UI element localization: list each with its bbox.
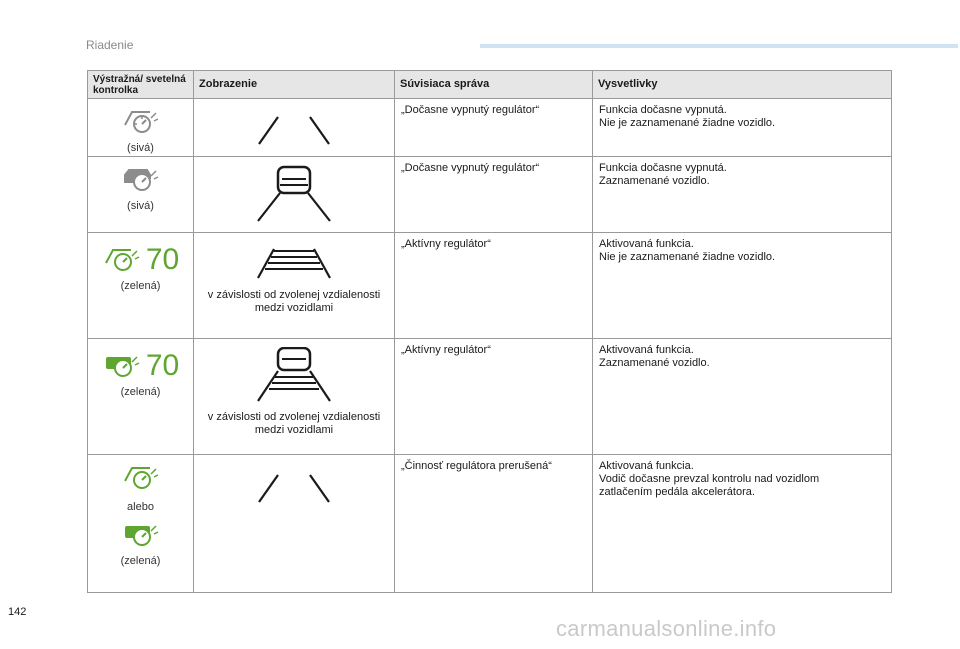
- table-row: [88, 455, 892, 593]
- table-row: [88, 339, 892, 455]
- lamp-color-label: (zelená): [120, 386, 161, 398]
- lamp-cell: [88, 455, 194, 593]
- column-header-lamp: Výstražná/ svetelná kontrolka: [88, 71, 194, 99]
- lamp-alternative-label: alebo: [127, 501, 154, 513]
- lamp-cell: [88, 157, 194, 233]
- lane-lines-distance-bars-icon: [244, 241, 344, 281]
- lamp-cell: [88, 339, 194, 455]
- table-row: [88, 233, 892, 339]
- table-row: [88, 157, 892, 233]
- lamp-cell: [88, 233, 194, 339]
- column-header-message: Súvisiaca správa: [395, 71, 593, 99]
- explanation-cell: Funkcia dočasne vypnutá. Zaznamenané vozidlo.: [593, 157, 892, 233]
- column-header-display: Zobrazenie: [194, 71, 395, 99]
- display-note: v závislosti od zvolenej vzdialenosti medzi vozidlami: [207, 411, 381, 436]
- message-cell: „Aktívny regulátor“: [395, 339, 593, 455]
- lamp-row: [88, 349, 193, 383]
- display-cell: [194, 455, 395, 593]
- lane-lines-icon: [244, 465, 344, 505]
- lamp-color-label: (sivá): [127, 200, 154, 212]
- warning-lamp-table: [87, 70, 892, 593]
- lane-lines-car-distance-bars-icon: [244, 347, 344, 403]
- lamp-row: [88, 243, 193, 277]
- lane-lines-icon: [244, 107, 344, 147]
- message-cell: „Dočasne vypnutý regulátor“: [395, 99, 593, 157]
- lamp-color-label: (zelená): [120, 280, 161, 292]
- display-cell: [194, 99, 395, 157]
- display-cell: [194, 157, 395, 233]
- message-cell: „Aktívny regulátor“: [395, 233, 593, 339]
- display-cell: [194, 339, 395, 455]
- display-note: v závislosti od zvolenej vzdialenosti medzi vozidlami: [207, 289, 381, 314]
- cruise-control-gauge-outline-icon: [121, 465, 161, 491]
- message-cell: „Činnosť regulátora prerušená“: [395, 455, 593, 593]
- set-speed-value: 70: [145, 243, 180, 276]
- section-header-bar: [480, 44, 958, 48]
- cruise-control-gauge-car-icon: [102, 353, 142, 379]
- lamp-color-label: (sivá): [127, 142, 154, 154]
- cruise-control-gauge-car-icon: [121, 167, 161, 193]
- message-cell: „Dočasne vypnutý regulátor“: [395, 157, 593, 233]
- page-number: 142: [8, 606, 27, 618]
- explanation-cell: Aktivovaná funkcia. Vodič dočasne prevzal kontrolu nad vozidlom zatlačením pedála akcelerátora.: [593, 455, 892, 593]
- table-header-row: [88, 71, 892, 99]
- lane-lines-with-car-icon: [244, 165, 344, 225]
- column-header-explanation: Vysvetlivky: [593, 71, 892, 99]
- cruise-control-gauge-outline-icon: [121, 109, 161, 135]
- explanation-cell: Aktivovaná funkcia. Zaznamenané vozidlo.: [593, 339, 892, 455]
- section-title: Riadenie: [86, 38, 134, 52]
- watermark: carmanualsonline.info: [556, 616, 777, 641]
- cruise-control-gauge-car-icon: [121, 522, 161, 548]
- cruise-control-gauge-outline-icon: [102, 247, 142, 273]
- explanation-cell: Aktivovaná funkcia. Nie je zaznamenané žiadne vozidlo.: [593, 233, 892, 339]
- lamp-color-label: (zelená): [120, 555, 161, 567]
- table-row: [88, 99, 892, 157]
- set-speed-value: 70: [145, 349, 180, 382]
- explanation-cell: Funkcia dočasne vypnutá. Nie je zaznamenané žiadne vozidlo.: [593, 99, 892, 157]
- lamp-cell: [88, 99, 194, 157]
- display-cell: [194, 233, 395, 339]
